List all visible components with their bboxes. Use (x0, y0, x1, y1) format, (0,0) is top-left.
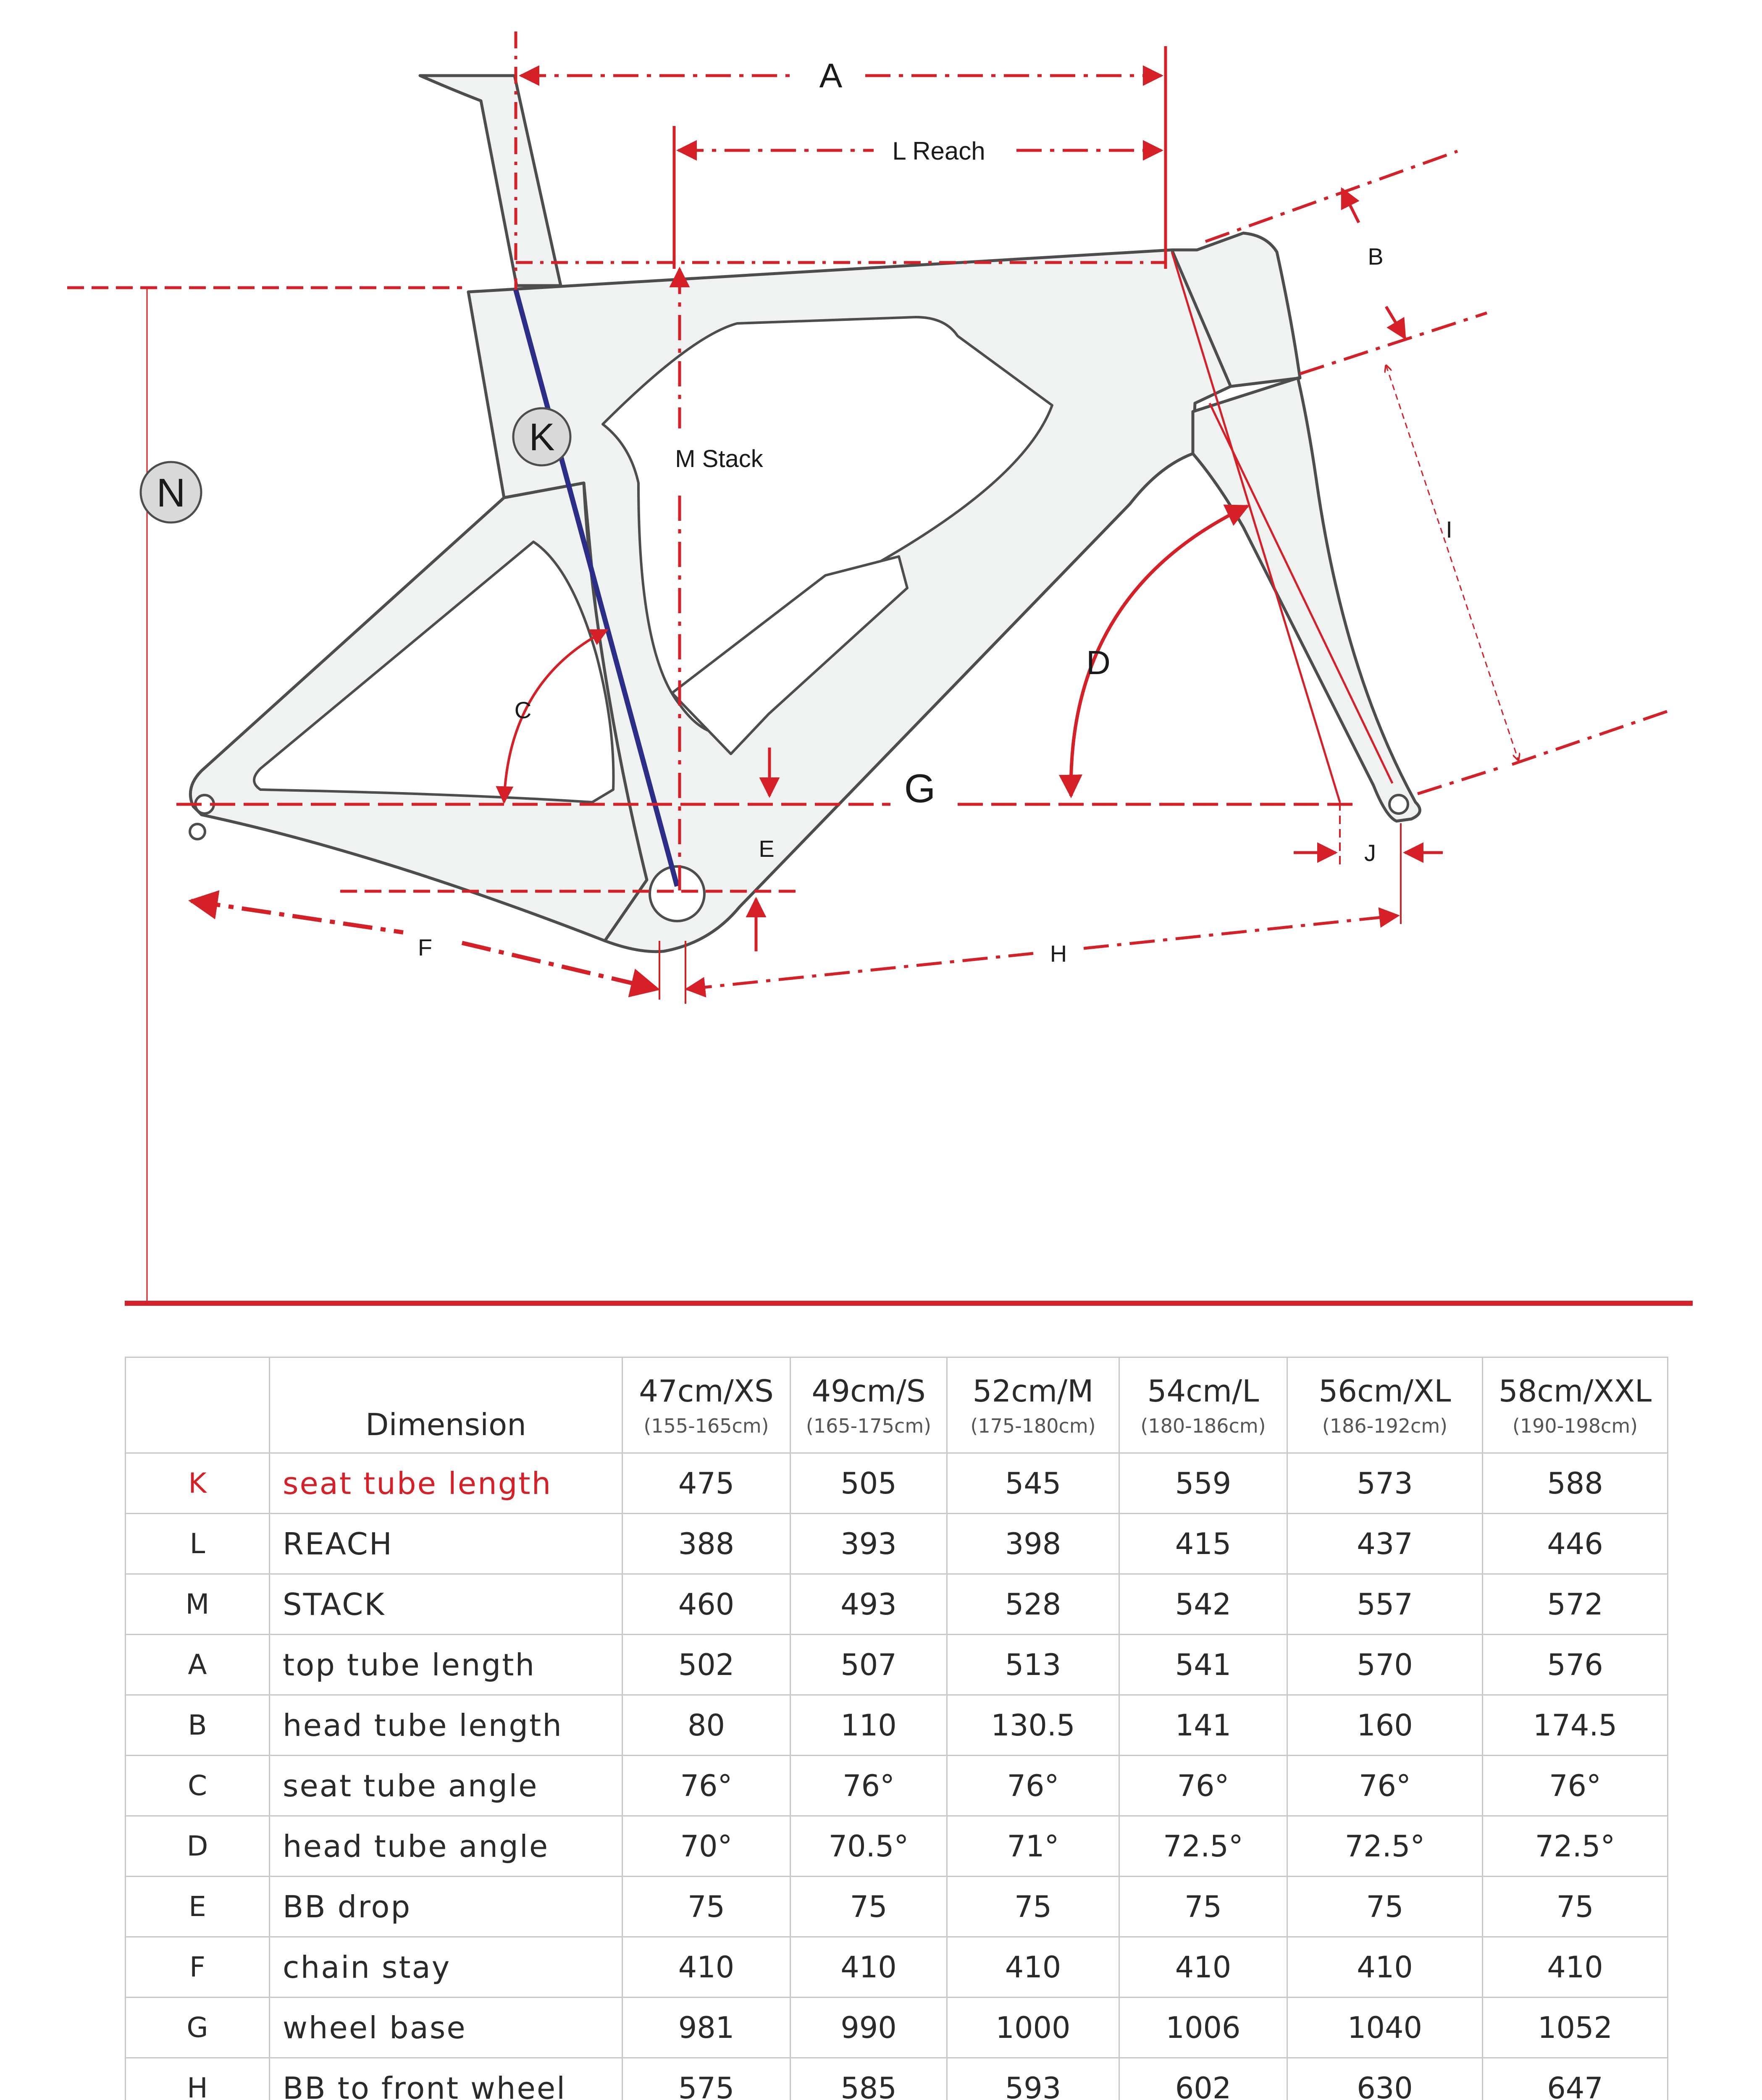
row-dimension-name: head tube angle (270, 1816, 622, 1877)
row-value: 585 (790, 2058, 947, 2100)
table-row (126, 1816, 1668, 1877)
row-key: H (126, 2058, 270, 2100)
row-key: E (126, 1877, 270, 1937)
fork (1193, 378, 1420, 821)
row-value: 981 (622, 1998, 790, 2058)
row-value: 593 (947, 2058, 1119, 2100)
table-row (126, 1756, 1668, 1816)
label-b: B (1368, 243, 1384, 270)
row-dimension-name: STACK (270, 1574, 622, 1635)
row-value: 990 (790, 1998, 947, 2058)
row-value: 410 (790, 1937, 947, 1998)
row-value: 545 (947, 1453, 1119, 1514)
row-value: 410 (947, 1937, 1119, 1998)
row-value: 75 (622, 1877, 790, 1937)
label-d: D (1086, 644, 1111, 681)
row-value: 1040 (1287, 1998, 1483, 2058)
row-value: 110 (790, 1695, 947, 1756)
row-value: 410 (622, 1937, 790, 1998)
label-l-reach: L Reach (892, 137, 985, 165)
row-value: 70.5° (790, 1816, 947, 1877)
rear-hanger (190, 824, 205, 839)
row-value: 575 (622, 2058, 790, 2100)
row-key: A (126, 1635, 270, 1695)
dim-f-line (191, 901, 403, 932)
row-value: 76° (1119, 1756, 1287, 1816)
header-size: 56cm/XL (186-192cm) (1287, 1357, 1483, 1453)
row-value: 76° (1483, 1756, 1668, 1816)
row-value: 393 (790, 1514, 947, 1574)
table-header-row (126, 1357, 1668, 1453)
geometry-table (125, 1357, 1668, 2100)
row-value: 528 (947, 1574, 1119, 1635)
bottom-bracket (650, 866, 704, 921)
row-value: 410 (1483, 1937, 1668, 1998)
row-value: 475 (622, 1453, 790, 1514)
row-value: 75 (947, 1877, 1119, 1937)
row-value: 72.5° (1483, 1816, 1668, 1877)
row-value: 1000 (947, 1998, 1119, 2058)
row-value: 505 (790, 1453, 947, 1514)
label-i: I (1446, 516, 1452, 543)
row-value: 1006 (1119, 1998, 1287, 2058)
row-value: 76° (1287, 1756, 1483, 1816)
row-key: M (126, 1574, 270, 1635)
row-dimension-name: chain stay (270, 1937, 622, 1998)
label-e: E (759, 835, 775, 862)
dim-i-line (1386, 365, 1518, 760)
row-value: 588 (1483, 1453, 1668, 1514)
row-key: K (126, 1453, 270, 1514)
dim-h-line (687, 953, 1033, 989)
row-value: 76° (622, 1756, 790, 1816)
row-dimension-name: BB drop (270, 1877, 622, 1937)
table-row (126, 1937, 1668, 1998)
row-value: 130.5 (947, 1695, 1119, 1756)
header-size: 58cm/XXL (190-198cm) (1483, 1357, 1668, 1453)
header-blank (126, 1357, 270, 1453)
row-value: 80 (622, 1695, 790, 1756)
row-value: 75 (1483, 1877, 1668, 1937)
table-row (126, 1635, 1668, 1695)
row-value: 75 (790, 1877, 947, 1937)
row-value: 174.5 (1483, 1695, 1668, 1756)
front-axle (1389, 795, 1408, 814)
header-size: 47cm/XS (155-165cm) (622, 1357, 790, 1453)
table-row (126, 1574, 1668, 1635)
row-value: 460 (622, 1574, 790, 1635)
row-value: 446 (1483, 1514, 1668, 1574)
header-size: 54cm/L (180-186cm) (1119, 1357, 1287, 1453)
label-f: F (418, 934, 433, 961)
row-value: 71° (947, 1816, 1119, 1877)
seat-post (420, 76, 561, 286)
row-value: 1052 (1483, 1998, 1668, 2058)
row-dimension-name: head tube length (270, 1695, 622, 1756)
label-a: A (819, 57, 843, 95)
row-value: 410 (1287, 1937, 1483, 1998)
row-dimension-name: top tube length (270, 1635, 622, 1695)
row-value: 76° (947, 1756, 1119, 1816)
header-size: 49cm/S (165-175cm) (790, 1357, 947, 1453)
row-value: 160 (1287, 1695, 1483, 1756)
row-key: D (126, 1816, 270, 1877)
row-value: 513 (947, 1635, 1119, 1695)
row-value: 572 (1483, 1574, 1668, 1635)
row-key: B (126, 1695, 270, 1756)
row-dimension-name: wheel base (270, 1998, 622, 2058)
label-g: G (904, 766, 936, 811)
row-key: G (126, 1998, 270, 2058)
row-value: 388 (622, 1514, 790, 1574)
row-value: 541 (1119, 1635, 1287, 1695)
row-value: 507 (790, 1635, 947, 1695)
row-value: 75 (1287, 1877, 1483, 1937)
label-j: J (1364, 840, 1376, 866)
row-key: F (126, 1937, 270, 1998)
row-value: 76° (790, 1756, 947, 1816)
svg-text:N: N (156, 470, 186, 515)
label-c: C (514, 697, 532, 723)
svg-text:K: K (529, 416, 555, 459)
badge-k (513, 408, 570, 465)
row-value: 559 (1119, 1453, 1287, 1514)
row-value: 576 (1483, 1635, 1668, 1695)
row-value: 70° (622, 1816, 790, 1877)
row-key: L (126, 1514, 270, 1574)
dim-b-line (1342, 189, 1359, 223)
row-value: 502 (622, 1635, 790, 1695)
row-value: 493 (790, 1574, 947, 1635)
row-dimension-name: REACH (270, 1514, 622, 1574)
row-value: 557 (1287, 1574, 1483, 1635)
row-dimension-name: BB to front wheel (270, 2058, 622, 2100)
row-value: 570 (1287, 1635, 1483, 1695)
table-row (126, 1514, 1668, 1574)
row-value: 542 (1119, 1574, 1287, 1635)
row-value: 75 (1119, 1877, 1287, 1937)
row-key: C (126, 1756, 270, 1816)
row-value: 415 (1119, 1514, 1287, 1574)
row-value: 141 (1119, 1695, 1287, 1756)
row-value: 398 (947, 1514, 1119, 1574)
table-row (126, 1453, 1668, 1514)
row-value: 602 (1119, 2058, 1287, 2100)
row-value: 437 (1287, 1514, 1483, 1574)
row-value: 647 (1483, 2058, 1668, 2100)
table-row (126, 2058, 1668, 2100)
table-row (126, 1998, 1668, 2058)
header-size: 52cm/M (175-180cm) (947, 1357, 1119, 1453)
table-row (126, 1695, 1668, 1756)
badge-n (141, 462, 201, 522)
header-dimension: Dimension (270, 1357, 622, 1453)
label-m-stack: M Stack (675, 445, 763, 472)
row-dimension-name: seat tube angle (270, 1756, 622, 1816)
row-value: 573 (1287, 1453, 1483, 1514)
row-value: 72.5° (1119, 1816, 1287, 1877)
label-h: H (1050, 940, 1067, 967)
row-value: 410 (1119, 1937, 1287, 1998)
table-row (126, 1877, 1668, 1937)
row-value: 630 (1287, 2058, 1483, 2100)
row-dimension-name: seat tube length (270, 1453, 622, 1514)
row-value: 72.5° (1287, 1816, 1483, 1877)
